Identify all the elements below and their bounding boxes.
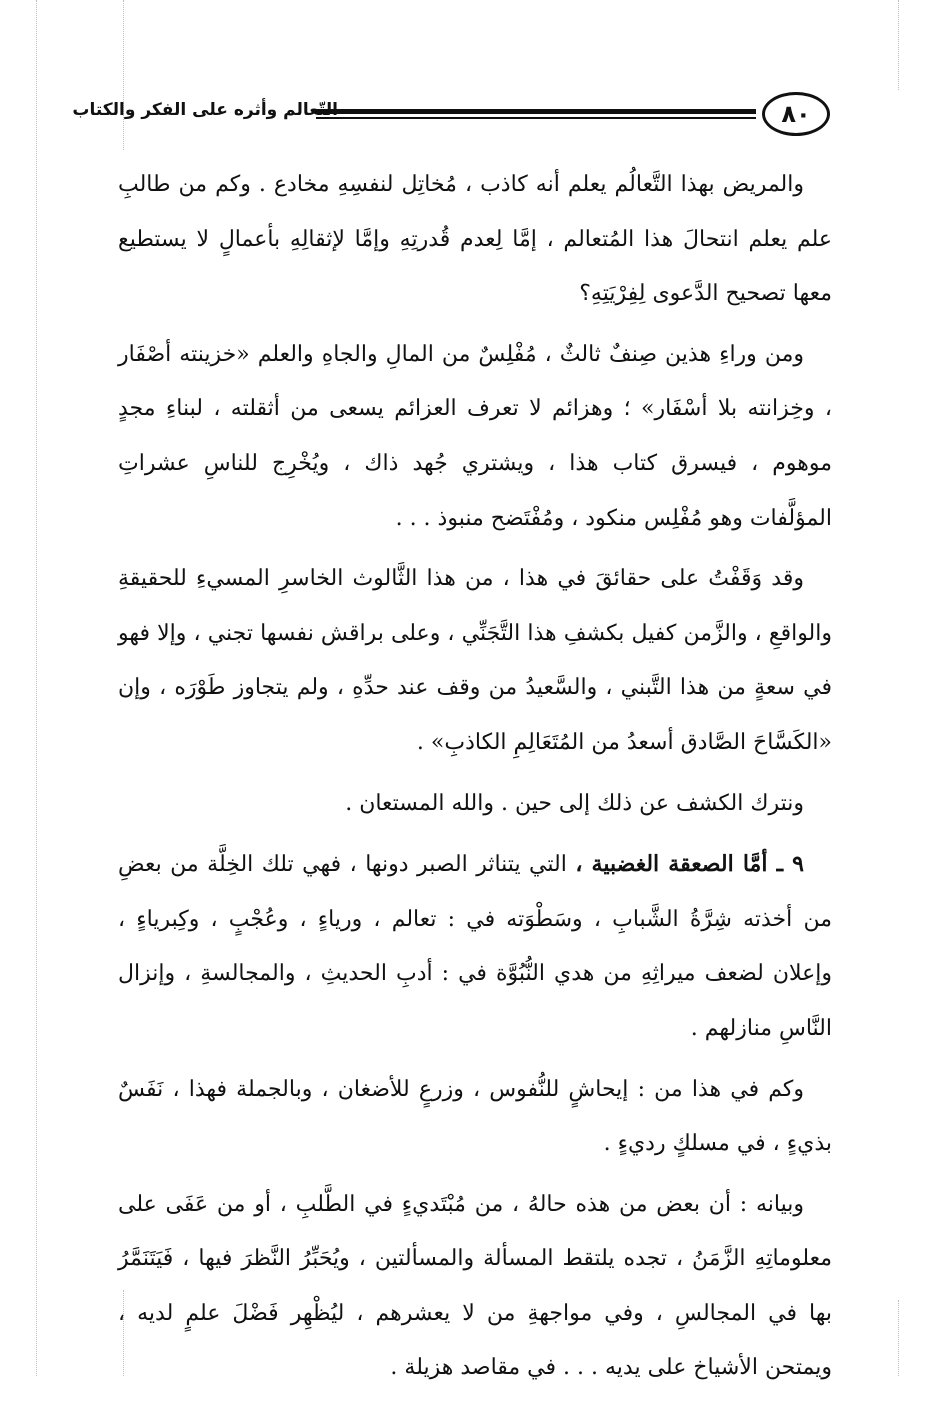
- paragraph: ومن وراءِ هذين صِنفٌ ثالثٌ ، مُفْلِسٌ من المالِ والجاهِ والعلم «خزينته أصْفَار ، وخِزانته بلا أسْفَار» ؛ وهزائم لا تعرف العزائم يسعى من أثقلته ، لبناءِ مجدٍ موهوم ، فيسرق كتاب هذا ، ويشتري جُهد ذاك ، ويُخْرِج للناسِ عشراتِ المؤلَّفات وهو مُفْلِس منكود ، ومُفْتَضح منبوذ . . .: [118, 341, 832, 531]
- paragraph-text: التي يتناثر الصبر دونها ، فهي تلك الخِلَّة من بعضِ من أخذته شِرَّةُ الشَّبابِ ، وسَطْوَته في : تعالم ، ورياءٍ ، وعُجْبٍ ، وكِبرياءٍ ، وإعلان لضعف ميراثِهِ من هدي النُّبُوَّة في : أدبِ الحديثِ ، والمجالسةِ ، وإنزال النَّاسِ منازلهم .: [118, 852, 832, 1041]
- paragraph: ونترك الكشف عن ذلك إلى حين . والله المستعان .: [345, 790, 804, 816]
- scan-mark: [36, 0, 38, 1376]
- body-text: [118, 158, 832, 1402]
- paragraph: [118, 837, 832, 1056]
- page-header: [72, 92, 818, 142]
- paragraph: والمريض بهذا التَّعالُم يعلم أنه كاذب ، مُخاتِل لنفسِهِ مخادع . وكم من طالبِ علم يعلم انتحالَ هذا المُتعالم ، إمَّا لِعدم قُدرتِهِ وإمَّا لإثقالِهِ بأعمالٍ لا يستطيع معها تصحيح الدَّعوى لِفِرْيَتِهِ؟: [118, 172, 832, 307]
- header-rule-thick: [316, 109, 756, 114]
- scan-mark: [898, 1300, 900, 1376]
- paragraph: وكم في هذا من : إيحاشٍ للنُّفوس ، وزرعٍ للأضغان ، وبالجملة فهذا ، نَفَسٌ بذيءٍ ، في مسلكٍ رديءٍ .: [118, 1076, 832, 1157]
- paragraph: وبيانه : أن بعض من هذه حالهُ ، من مُبْتَديءٍ في الطَّلبِ ، أو من عَفَى على معلوماتِهِ الزَّمَنُ ، تجده يلتقط المسألة والمسألتين ، ويُحَبِّرُ النَّظرَ فيها ، فَيَتَنَمَّرُ بها في المجالسِ ، وفي مواجهةِ من لا يعشرهم ، ليُظْهِر فَضْلَ علمٍ لديه ، ويمتحن الأشياخ على يديه . . . في مقاصد هزيلة .: [118, 1191, 832, 1381]
- section-lead: ٩ ـ أمَّا الصعقة الغضبية ،: [575, 851, 804, 878]
- page-number: ٨٠: [762, 92, 830, 136]
- header-rule-thin: [316, 117, 756, 119]
- scan-mark: [898, 0, 900, 90]
- paragraph: وقد وَقَفْتُ على حقائقَ في هذا ، من هذا الثَّالوث الخاسرِ المسيءِ للحقيقةِ والواقعِ ، والزَّمن كفيل بكشفِ هذا التَّجَنِّي ، وعلى براقش نفسها تجني ، وإلا فهو في سعةٍ من هذا التَّبني ، والسَّعيدُ من وقف عند حدِّهِ ، ولم يتجاوز طَوْرَه ، وإن «الكَسَّاحَ الصَّادق أسعدُ من المُتَعَالِمِ الكاذبِ» .: [118, 566, 832, 755]
- running-title: التّعالم وأثره على الفكر والكتاب: [72, 100, 338, 120]
- header-rule: [316, 109, 756, 120]
